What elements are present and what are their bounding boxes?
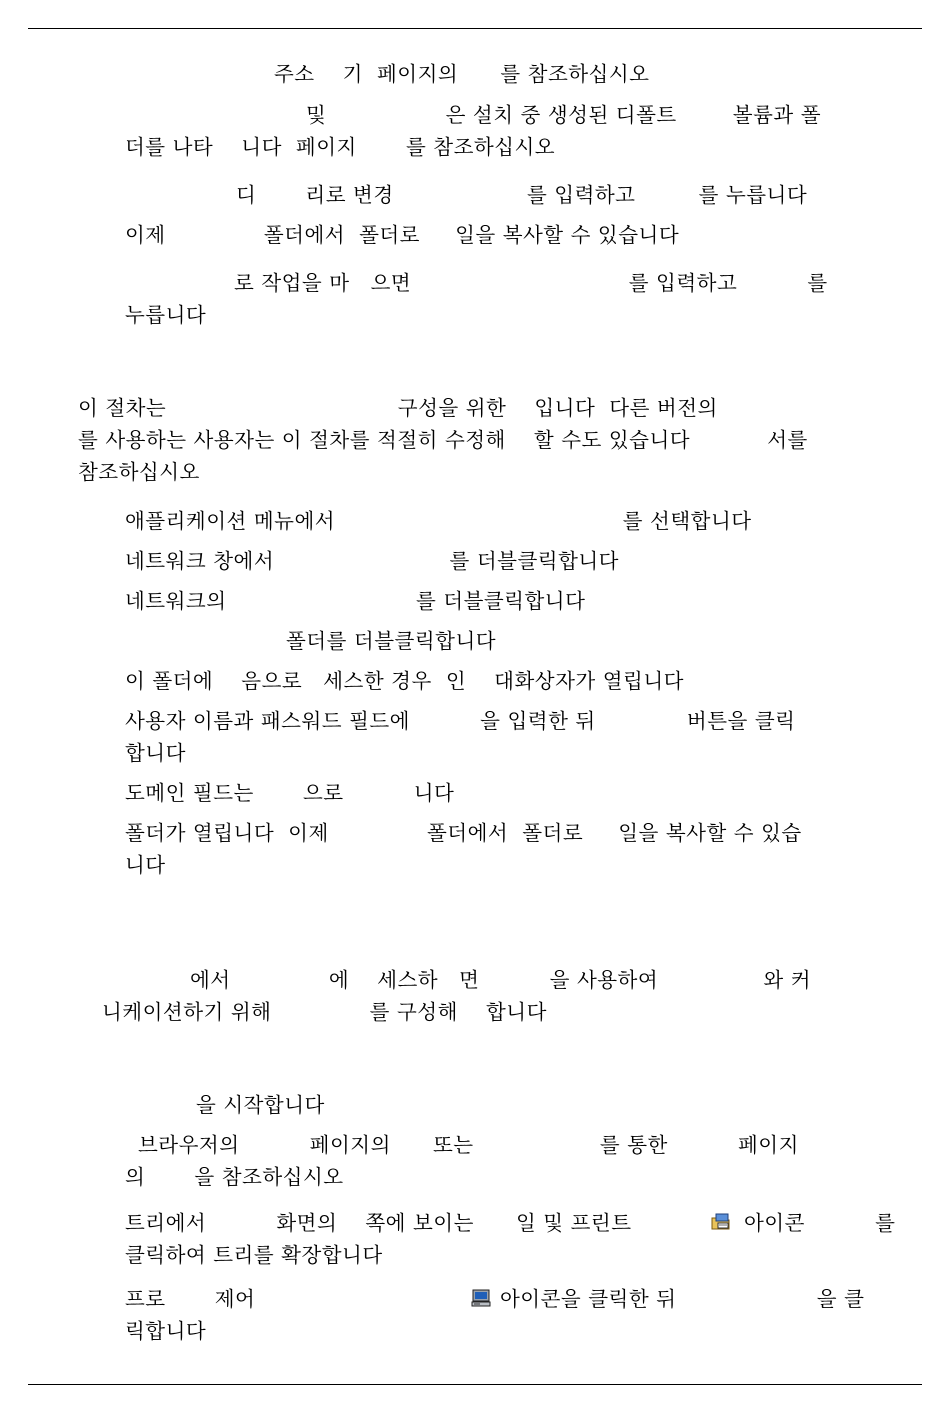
text-line: 트리에서 화면의 쪽에 보이는 일 및 프린트 xyxy=(125,1211,632,1235)
text-line: 의 을 참조하십시오 xyxy=(125,1165,344,1189)
text-line: 아이콘을 클릭한 뒤 을 클 xyxy=(500,1287,865,1311)
bottom-rule xyxy=(28,1384,922,1385)
text-line: 을 시작합니다 xyxy=(196,1093,325,1117)
text-line: 니다 xyxy=(125,853,166,877)
text-line: 이 폴더에 음으로 세스한 경우 인 대화상자가 열립니다 xyxy=(125,669,684,693)
text-line: 참조하십시오 xyxy=(78,460,200,484)
text-line: 니케이션하기 위해 를 구성해 합니다 xyxy=(102,1000,547,1024)
text-line: 를 사용하는 사용자는 이 절차를 적절히 수정해 할 수도 있습니다 서를 xyxy=(78,428,808,452)
text-line: 에서 에 세스하 면 을 사용하여 와 커 xyxy=(190,968,812,992)
text-line: 더를 나타 니다 페이지 를 참조하십시오 xyxy=(125,135,556,159)
text-line: 주소 기 페이지의 를 참조하십시오 xyxy=(274,62,650,86)
text-line: 아이콘 를 xyxy=(744,1211,896,1235)
text-line: 클릭하여 트리를 확장합니다 xyxy=(125,1243,383,1267)
text-line: 누릅니다 xyxy=(125,303,207,327)
top-rule xyxy=(28,28,922,29)
text-line: 이 절차는 구성을 위한 입니다 다른 버전의 xyxy=(78,396,718,420)
text-line: 합니다 xyxy=(125,741,186,765)
text-line: 로 작업을 마 으면 를 입력하고 를 xyxy=(234,271,828,295)
text-line: 사용자 이름과 패스워드 필드에 을 입력한 뒤 버튼을 클릭 xyxy=(125,709,796,733)
text-line: 폴더를 더블클릭합니다 xyxy=(286,629,497,653)
text-line: 및 은 설치 중 생성된 디폴트 볼륨과 폴 xyxy=(306,103,822,127)
text-line: 프로 제어 xyxy=(125,1287,445,1311)
text-line: 이제 폴더에서 폴더로 일을 복사할 수 있습니다 xyxy=(125,223,680,247)
text-line: 디 리로 변경 를 입력하고 를 누릅니다 xyxy=(236,183,808,207)
text-line: 브라우저의 페이지의 또는 를 통한 페이지 xyxy=(138,1133,799,1157)
text-line: 도메인 필드는 으로 니다 xyxy=(125,781,455,805)
folder-printer-icon xyxy=(710,1212,732,1232)
text-line: 애플리케이션 메뉴에서 를 선택합니다 xyxy=(125,509,752,533)
text-line: 네트워크의 를 더블클릭합니다 xyxy=(125,589,586,613)
text-line: 네트워크 창에서 를 더블클릭합니다 xyxy=(125,549,619,573)
computer-icon xyxy=(470,1288,492,1308)
text-line: 폴더가 열립니다 이제 폴더에서 폴더로 일을 복사할 수 있습 xyxy=(125,821,802,845)
text-line: 릭합니다 xyxy=(125,1319,207,1343)
